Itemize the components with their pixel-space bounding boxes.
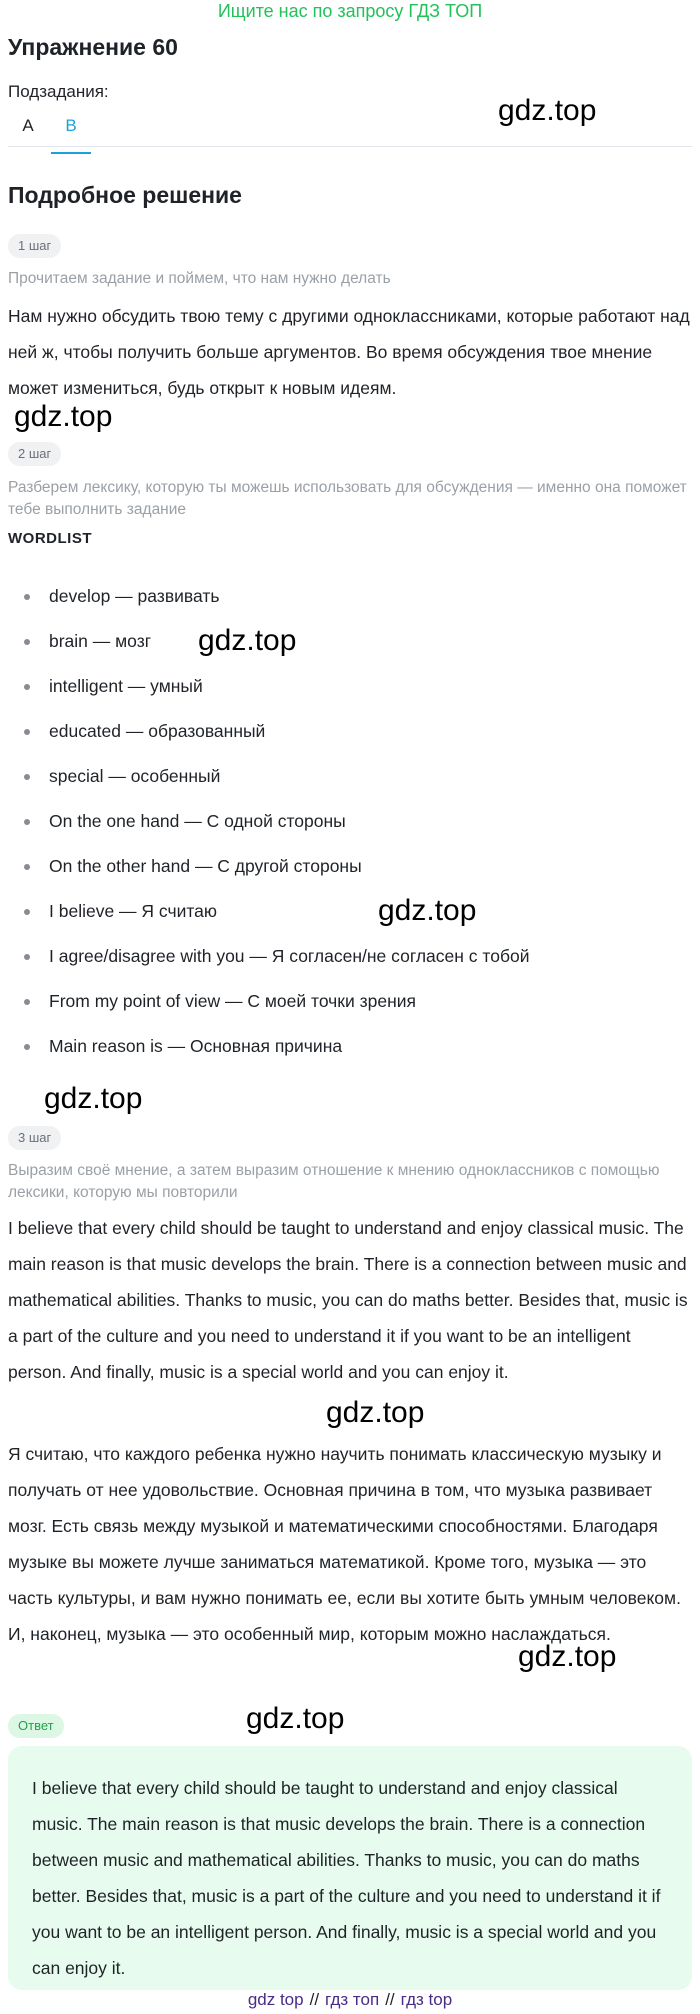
- footer-link-2[interactable]: гдз топ: [325, 1990, 380, 2009]
- step-hint-2: Разберем лексику, которую ты можешь использовать для обсуждения — именно она поможет тебе выполнить задание: [8, 479, 687, 518]
- step-text-1: Нам нужно обсудить твою тему с другими одноклассниками, которые работают над ней ж, чтобы получить больше аргументов. Во время обсуждения твое мнение может измениться, будь открыт к новым идеям.: [8, 306, 690, 398]
- list-item: develop — развивать: [20, 574, 680, 619]
- watermark: gdz.top: [378, 894, 477, 927]
- footer-separator: //: [385, 1990, 395, 2009]
- watermark: gdz.top: [326, 1396, 425, 1429]
- step-text-3-ru: Я считаю, что каждого ребенка нужно научить понимать классическую музыку и получать от нее удовольствие. Основная причина в том, что музыка развивает мозг. Есть связь между музыкой и математическими способностями. Благодаря музыке вы можете лучше заниматься математикой. Кроме того, музыка — это часть культуры, и вам нужно понимать ее, если вы хотите быть умным человеком. И, наконец, музыка — это особенный мир, которым можно наслаждаться.: [8, 1444, 681, 1644]
- watermark: gdz.top: [518, 1640, 617, 1673]
- watermark: gdz.top: [198, 624, 297, 657]
- footer-separator: //: [309, 1990, 320, 2009]
- answer-text: I believe that every child should be taught to understand and enjoy classical music. The main reason is that music develops the brain. There is a connection between music and mathematical abilities. Thanks to music, you can do maths better. Besides that, music is a part of the culture and you need to understand it if you want to be an intelligent person. And finally, music is a special world and you can enjoy it.: [32, 1778, 661, 1978]
- watermark: gdz.top: [498, 94, 597, 127]
- step-badge-1: 1 шаг: [8, 234, 61, 258]
- watermark: gdz.top: [44, 1082, 143, 1115]
- footer-link-3[interactable]: гдз top: [400, 1990, 453, 2009]
- list-item: On the other hand — С другой стороны: [20, 844, 680, 889]
- tab-a[interactable]: A: [22, 116, 34, 135]
- list-item: From my point of view — С моей точки зрения: [20, 979, 680, 1024]
- answer-badge: Ответ: [8, 1714, 64, 1738]
- list-item: educated — образованный: [20, 709, 680, 754]
- subtask-tabs: [8, 112, 94, 148]
- tab-b[interactable]: B: [51, 112, 91, 148]
- top-banner[interactable]: Ищите нас по запросу ГДЗ ТОП: [217, 1, 483, 21]
- divider: [8, 146, 692, 147]
- watermark: gdz.top: [14, 400, 113, 433]
- section-title: Подробное решение: [8, 182, 242, 208]
- list-item: brain — мозг: [20, 619, 680, 664]
- step-badge-3: 3 шаг: [8, 1126, 61, 1150]
- watermark: gdz.top: [246, 1702, 345, 1735]
- footer-links: [0, 1990, 700, 2010]
- list-item: I believe — Я считаю: [20, 889, 680, 934]
- list-item: special — особенный: [20, 754, 680, 799]
- step-hint-1: Прочитаем задание и поймем, что нам нужно делать: [8, 270, 391, 287]
- list-item: On the one hand — С одной стороны: [20, 799, 680, 844]
- list-item: Main reason is — Основная причина: [20, 1024, 680, 1069]
- list-item: intelligent — умный: [20, 664, 680, 709]
- list-item: I agree/disagree with you — Я согласен/не согласен с тобой: [20, 934, 680, 979]
- step-text-3-en: I believe that every child should be taught to understand and enjoy classical music. The main reason is that music develops the brain. There is a connection between music and mathematical abilities. Thanks to music, you can do maths better. Besides that, music is a part of the culture and you need to understand it if you want to be an intelligent person. And finally, music is a special world and you can enjoy it.: [8, 1218, 688, 1382]
- step-badge-2: 2 шаг: [8, 442, 61, 466]
- step-hint-3: Выразим своё мнение, а затем выразим отношение к мнению одноклассников с помощью лексики, которую мы повторили: [8, 1162, 660, 1201]
- wordlist-title: WORDLIST: [8, 530, 92, 547]
- subtasks-label: Подзадания:: [8, 82, 109, 101]
- page-title: Упражнение 60: [8, 34, 178, 60]
- footer-link-1[interactable]: gdz top: [247, 1990, 304, 2009]
- wordlist: [20, 574, 680, 1069]
